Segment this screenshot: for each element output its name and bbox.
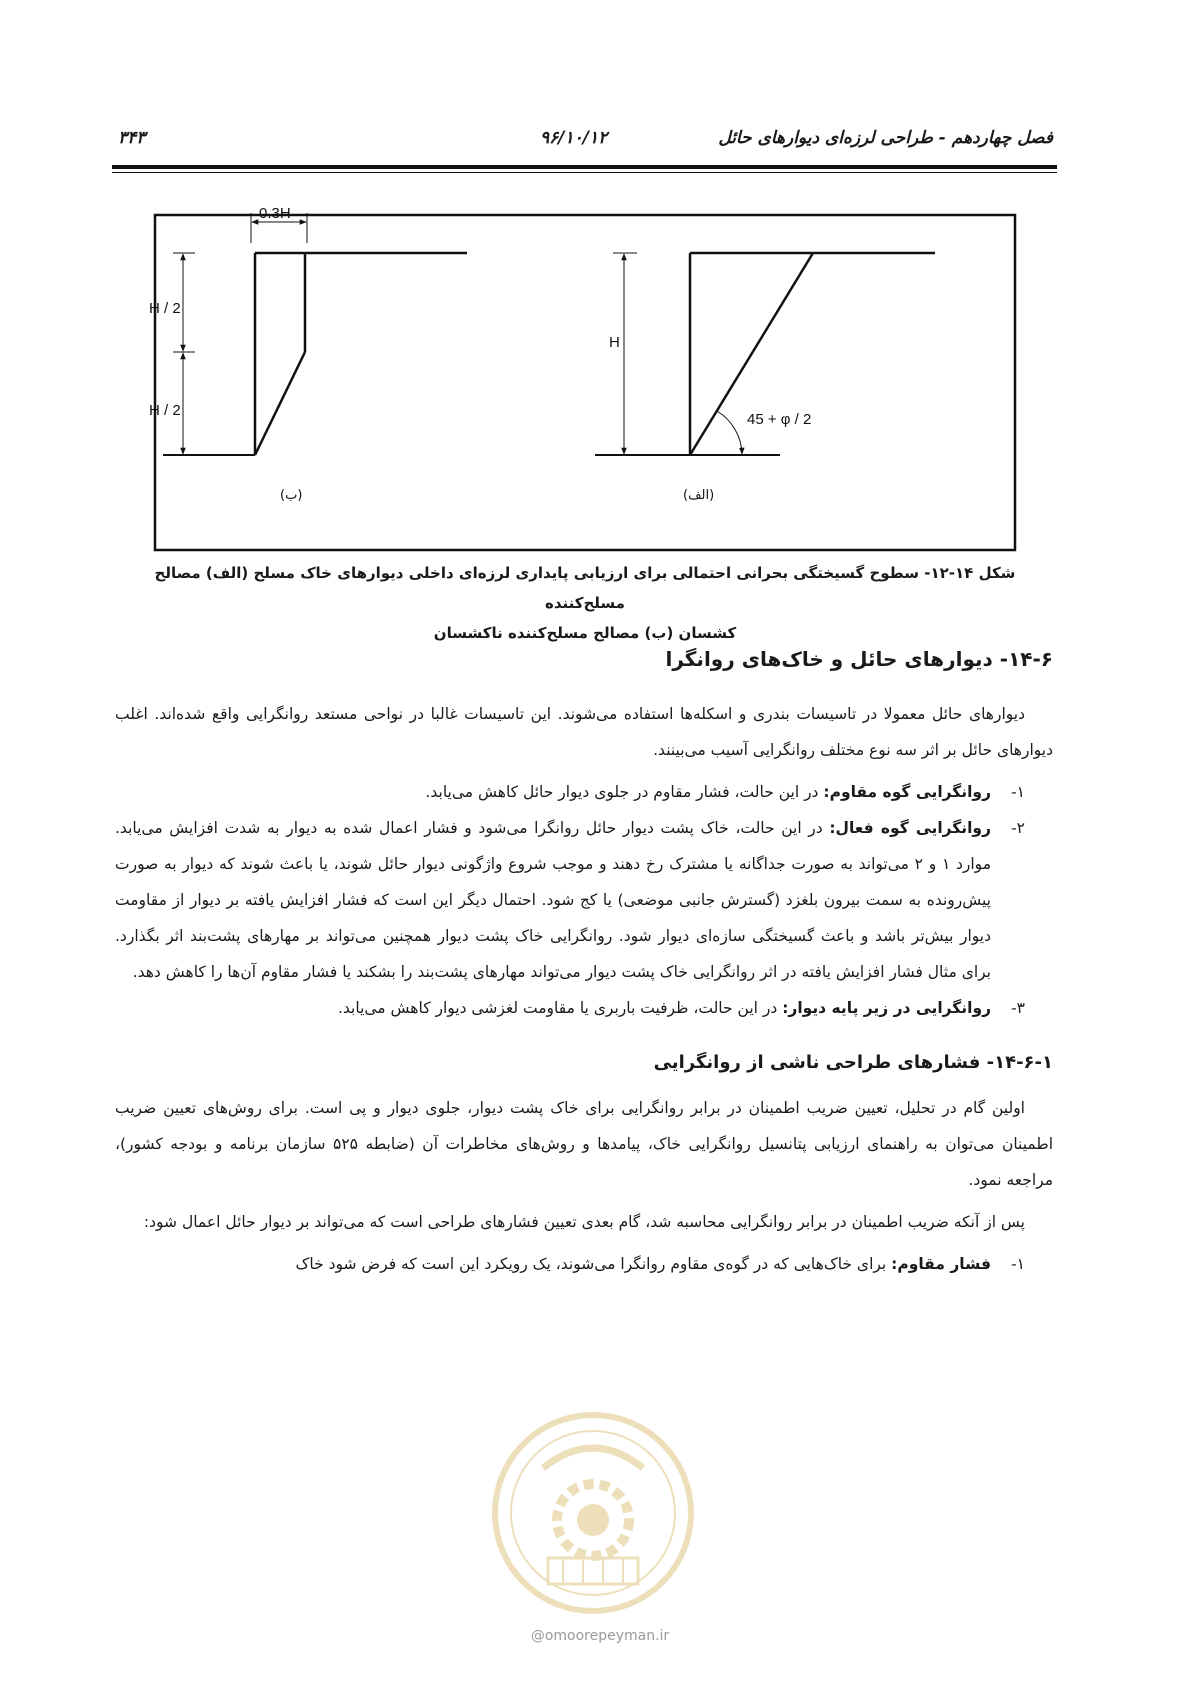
label-panel-a: (الف) bbox=[683, 488, 715, 503]
watermark-site: @omoorepeyman.ir bbox=[530, 1628, 670, 1644]
main-content bbox=[115, 642, 1053, 1282]
label-0.3h: 0.3H bbox=[259, 205, 291, 222]
subsection-heading: ۱۴-۶-۱- فشارهای طراحی ناشی از روانگرایی bbox=[653, 1052, 1053, 1073]
watermark-seal-icon bbox=[488, 1408, 698, 1618]
label-h2-top: H / 2 bbox=[149, 300, 181, 317]
list-item-title: روانگرایی گوه مقاوم: bbox=[823, 783, 991, 801]
header-date: ۹۶/۱۰/۱۲ bbox=[540, 128, 608, 148]
list-item-text: در این حالت، ظرفیت باربری یا مقاومت لغزشی دیوار کاهش می‌یابد. bbox=[337, 999, 783, 1017]
caption-line-2: کشسان (ب) مصالح مسلح‌کننده ناکشسان bbox=[433, 624, 737, 642]
label-h: H bbox=[609, 334, 620, 351]
section-heading: ۱۴-۶- دیوارهای حائل و خاک‌های روانگرا bbox=[665, 647, 1053, 671]
list-item bbox=[115, 774, 1053, 810]
page-number: ۳۴۳ bbox=[118, 128, 146, 148]
figure-caption bbox=[125, 558, 1045, 648]
subsection-para-1: اولین گام در تحلیل، تعیین ضریب اطمینان در برابر روانگرایی برای خاک پشت دیوار، جلوی دیوار و پی است. برای روش‌های تعیین ضریب اطمینان می‌توان به راهنمای ارزیابی پتانسیل روانگرایی خاک، پیامدها و روش‌های مخاطرات آن (ضابطه ۵۲۵ سازمان برنامه و بودجه کشور)، مراجعه نمود. bbox=[115, 1099, 1054, 1189]
chapter-title: فصل چهاردهم - طراحی لرزه‌ای دیوارهای حائل bbox=[718, 128, 1053, 148]
section-intro: دیوارهای حائل معمولا در تاسیسات بندری و اسکله‌ها استفاده می‌شوند. این تاسیسات غالبا در نواحی مستعد روانگرایی واقع شده‌اند. اغلب دیوارهای حائل بر اثر سه نوع مختلف روانگرایی آسیب می‌بینند. bbox=[115, 705, 1053, 759]
caption-line-1: شکل ۱۴-۱۲- سطوح گسیختگی بحرانی احتمالی برای ارزیابی پایداری لرزه‌ای داخلی دیوارهای خاک مسلح (الف) مصالح مسلح‌کننده bbox=[154, 564, 1016, 612]
list-item-number: ۲- bbox=[1011, 819, 1025, 837]
list-item-number: ۱- bbox=[1011, 1255, 1025, 1273]
panel-b-failure-diagonal bbox=[255, 352, 305, 455]
list-item-text: در این حالت، خاک پشت دیوار حائل روانگرا می‌شود و فشار اعمال شده به دیوار به شدت افزایش می‌یابد. موارد ۱ و ۲ می‌تواند به صورت جداگانه یا مشترک رخ دهند و موجب شروع واژگونی دیوار حائل شوند، یا باعث شوند که دیوار به صورت پیش‌رونده به سمت بیرون بلغزد (گسترش جانبی موضعی) یا کج شود. احتمال دیگر این است که فشار افزایش یافته بر دیوار از مقاومت دیوار بیش‌تر باشد و باعث گسیختگی سازه‌ای دیوار شود. روانگرایی خاک پشت دیوار همچنین می‌تواند بر مهارهای پشت‌بند اثر بگذارد. برای مثال فشار افزایش یافته در اثر روانگرایی خاک پشت دیوار می‌تواند مهارهای پشت‌بند را بشکند یا فشار مقاوم آن‌ها را کاهش دهد. bbox=[115, 819, 991, 981]
list-item bbox=[115, 990, 1053, 1026]
label-h2-bottom: H / 2 bbox=[149, 402, 181, 419]
label-panel-b: (ب) bbox=[280, 488, 303, 503]
header-rule-thin bbox=[112, 172, 1057, 173]
list-item bbox=[115, 810, 1053, 990]
failure-surface-figure bbox=[149, 205, 1015, 550]
panel-b bbox=[149, 205, 467, 503]
label-angle: 45 + φ / 2 bbox=[747, 411, 812, 428]
list-item-title: فشار مقاوم: bbox=[891, 1255, 991, 1273]
list-item-number: ۳- bbox=[1011, 999, 1025, 1017]
figure-drawing bbox=[149, 205, 1015, 550]
list-item-text: در این حالت، فشار مقاوم در جلوی دیوار حائل کاهش می‌یابد. bbox=[425, 783, 824, 801]
angle-arc bbox=[717, 411, 742, 454]
list-item bbox=[115, 1246, 1053, 1282]
subsection-para-2: پس از آنکه ضریب اطمینان در برابر روانگرایی محاسبه شد، گام بعدی تعیین فشارهای طراحی است که می‌تواند بر دیوار حائل اعمال شود: bbox=[143, 1213, 1025, 1231]
panel-a bbox=[595, 253, 935, 503]
header-rule-thick bbox=[112, 165, 1057, 169]
list-item-number: ۱- bbox=[1011, 783, 1025, 801]
list-item-text: برای خاک‌هایی که در گوه‌ی مقاوم روانگرا می‌شوند، یک رویکرد این است که فرض شود خاک bbox=[295, 1255, 892, 1273]
list-item-title: روانگرایی در زیر پایه دیوار: bbox=[782, 999, 991, 1017]
list-item-title: روانگرایی گوه فعال: bbox=[829, 819, 991, 837]
